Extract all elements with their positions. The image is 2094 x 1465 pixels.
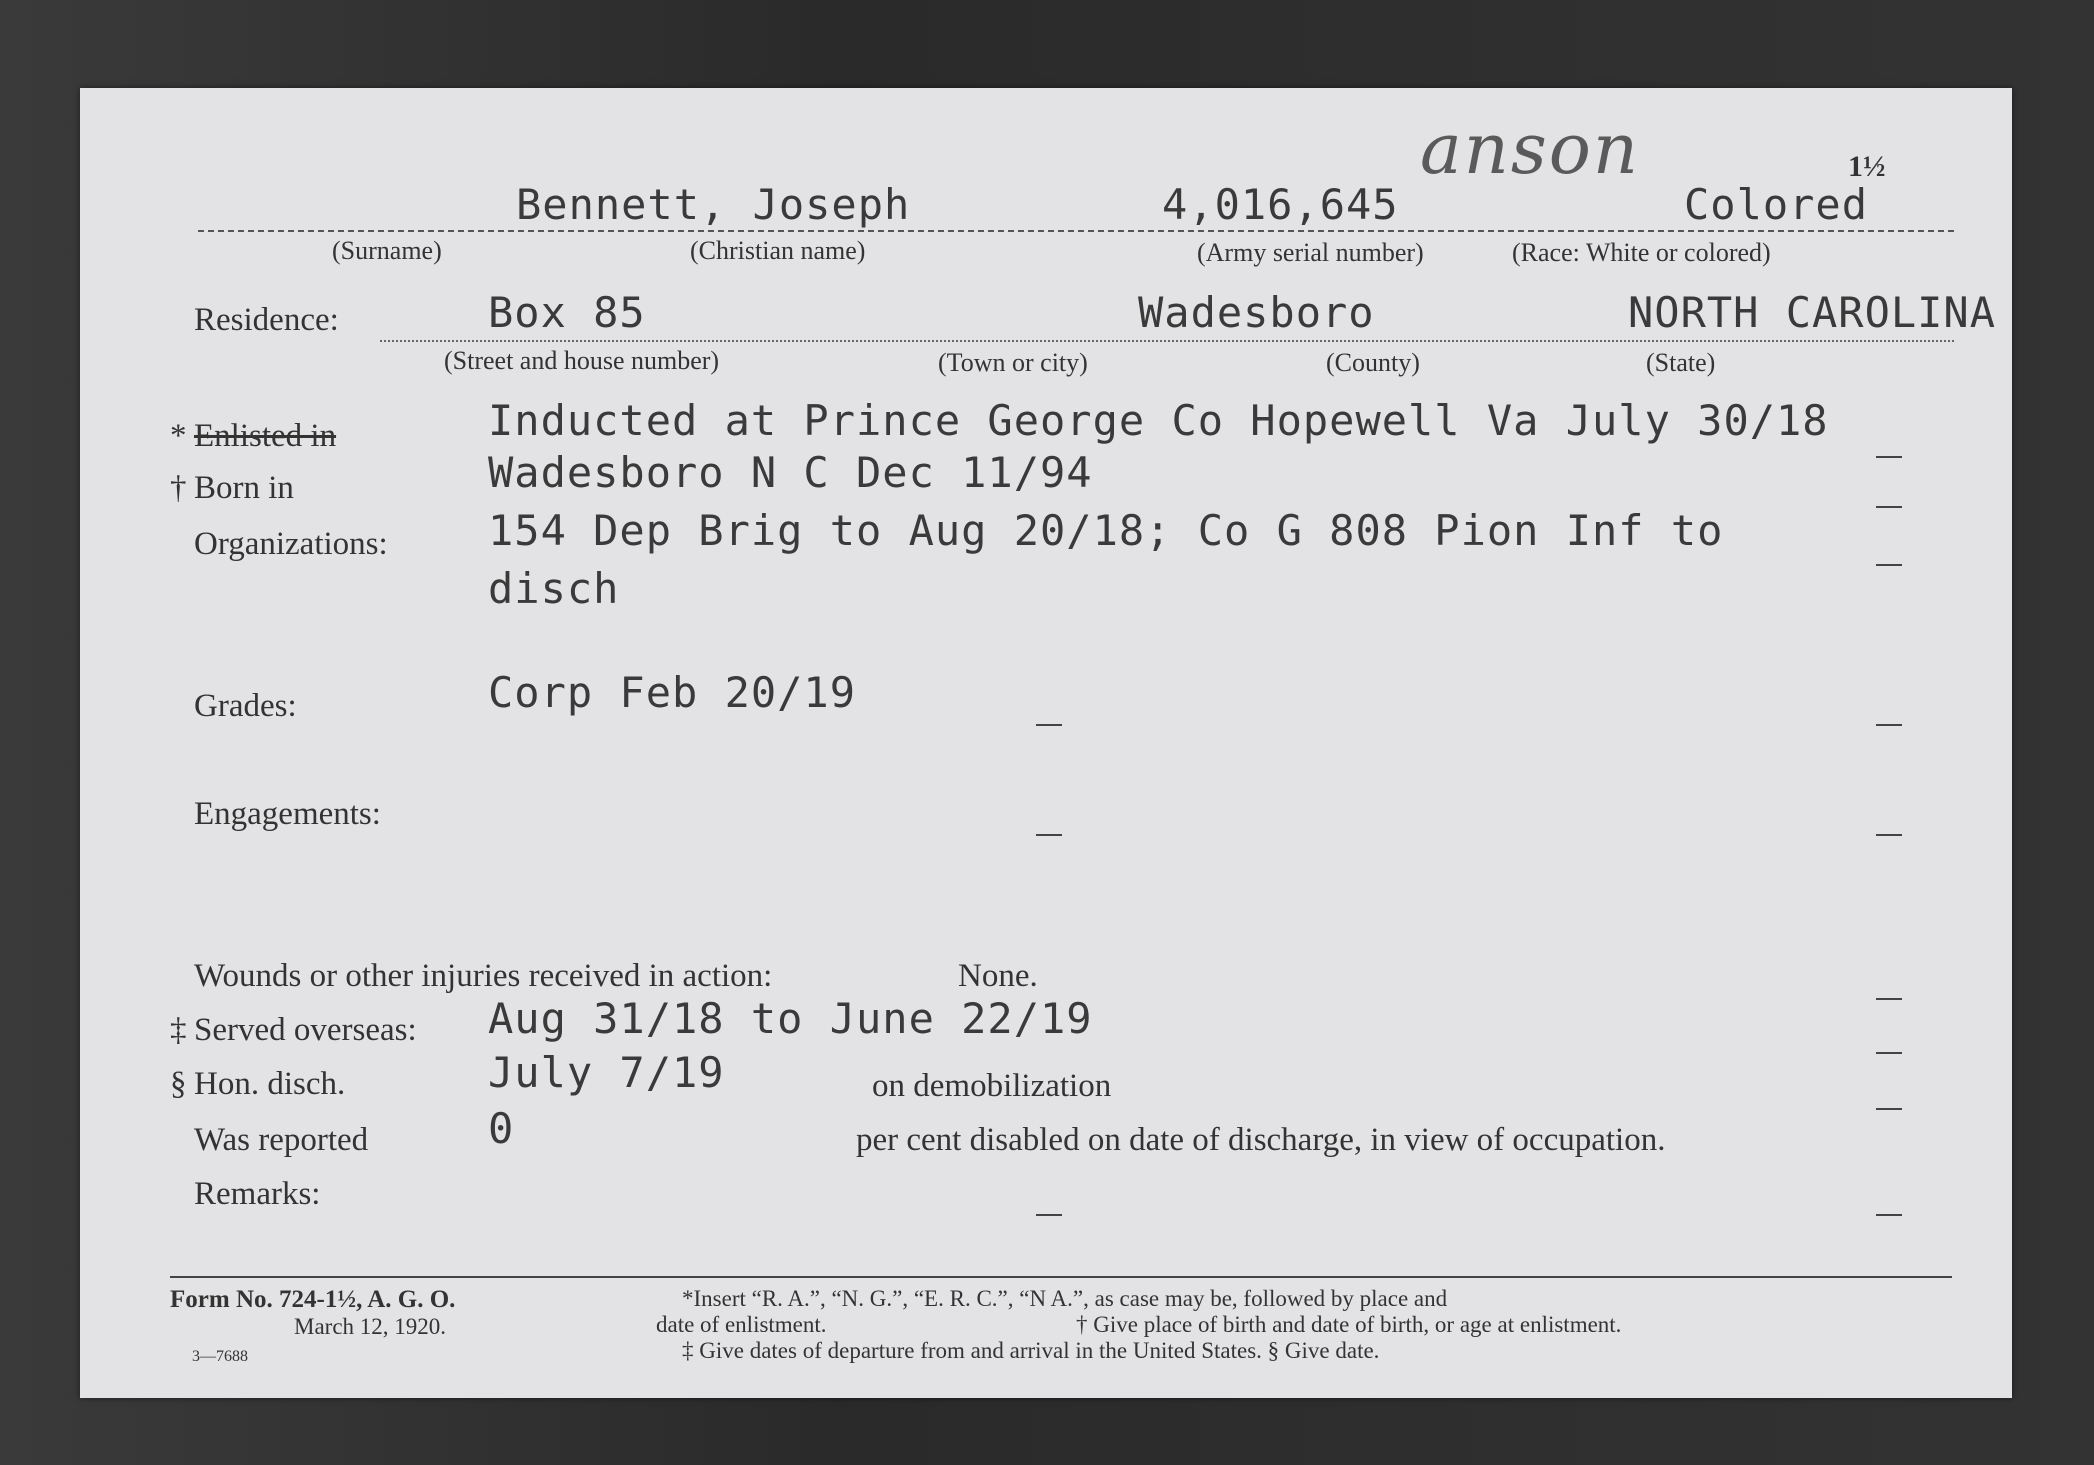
form-number: Form No. 724-1½, A. G. O. xyxy=(170,1286,456,1313)
overseas-mark: ‡ xyxy=(170,1012,187,1048)
footnote-birth: † Give place of birth and date of birth, or age at enlistment. xyxy=(1076,1312,1622,1337)
margin-tick xyxy=(1876,1052,1902,1054)
margin-tick xyxy=(1876,564,1902,566)
race-value: Colored xyxy=(1684,180,1869,229)
residence-county-value: Wadesboro xyxy=(1138,288,1375,337)
residence-street-value: Box 85 xyxy=(488,288,646,337)
discharge-label: Hon. disch. xyxy=(194,1066,346,1102)
reported-note: per cent disabled on date of discharge, in view of occupation. xyxy=(856,1122,1666,1158)
margin-tick xyxy=(1876,834,1902,836)
card-number: 1½ xyxy=(1848,150,1886,183)
overseas-value: Aug 31/18 to June 22/19 xyxy=(488,994,1093,1043)
residence-state-value: NORTH CAROLINA xyxy=(1628,288,1997,337)
wounds-label: Wounds or other injuries received in action: xyxy=(194,958,773,994)
middle-tick xyxy=(1036,834,1062,836)
army-serial-caption: (Army serial number) xyxy=(1197,238,1424,267)
organizations-label: Organizations: xyxy=(194,526,388,562)
footnote-departure: ‡ Give dates of departure from and arrival in the United States. § Give date. xyxy=(682,1338,1380,1363)
surname-christian-name-value: Bennett, Joseph xyxy=(516,180,911,229)
grades-label: Grades: xyxy=(194,688,297,724)
residence-underline xyxy=(380,340,1954,342)
margin-tick xyxy=(1876,456,1902,458)
remarks-label: Remarks: xyxy=(194,1176,321,1212)
margin-tick xyxy=(1876,1108,1902,1110)
form-date: March 12, 1920. xyxy=(294,1314,447,1339)
margin-tick xyxy=(1876,1214,1902,1216)
handwritten-county-note: anson xyxy=(1420,108,1640,190)
county-caption: (County) xyxy=(1326,348,1420,377)
state-caption: (State) xyxy=(1646,348,1716,377)
middle-tick xyxy=(1036,724,1062,726)
margin-tick xyxy=(1876,998,1902,1000)
enlisted-label: Enlisted in xyxy=(194,418,337,454)
town-caption: (Town or city) xyxy=(938,348,1088,377)
print-number: 3—7688 xyxy=(192,1348,248,1365)
discharge-note: on demobilization xyxy=(872,1068,1112,1104)
engagements-label: Engagements: xyxy=(194,796,381,832)
born-label: Born in xyxy=(194,470,294,506)
grades-value: Corp Feb 20/19 xyxy=(488,668,857,717)
organizations-value-line-1: 154 Dep Brig to Aug 20/18; Co G 808 Pion Inf to xyxy=(488,506,1724,555)
header-underline xyxy=(198,230,1954,232)
race-caption: (Race: White or colored) xyxy=(1512,238,1771,267)
discharge-value: July 7/19 xyxy=(488,1048,725,1097)
born-mark: † xyxy=(170,470,187,506)
wounds-value: None. xyxy=(958,958,1038,994)
footer-rule xyxy=(170,1276,1952,1278)
discharge-mark: § xyxy=(170,1066,187,1102)
footnote-enlisted: *Insert “R. A.”, “N. G.”, “E. R. C.”, “N A.”, as case may be, followed by place and xyxy=(682,1286,1448,1311)
margin-tick xyxy=(1876,506,1902,508)
footnote-date-of-enlistment: date of enlistment. xyxy=(656,1312,827,1337)
margin-tick xyxy=(1876,724,1902,726)
overseas-label: Served overseas: xyxy=(194,1012,417,1048)
army-serial-number-value: 4,016,645 xyxy=(1162,180,1399,229)
enlisted-mark: * xyxy=(170,418,187,454)
christian-name-caption: (Christian name) xyxy=(690,236,866,265)
reported-label: Was reported xyxy=(194,1122,369,1158)
reported-value: 0 xyxy=(488,1104,515,1153)
enlisted-value: Inducted at Prince George Co Hopewell Va July 30/18 xyxy=(488,396,1829,445)
middle-tick xyxy=(1036,1214,1062,1216)
service-record-card xyxy=(80,88,2012,1398)
born-value: Wadesboro N C Dec 11/94 xyxy=(488,448,1093,497)
residence-label: Residence: xyxy=(194,302,339,338)
organizations-value-line-2: disch xyxy=(488,564,620,613)
street-caption: (Street and house number) xyxy=(444,346,720,375)
surname-caption: (Surname) xyxy=(332,236,442,265)
